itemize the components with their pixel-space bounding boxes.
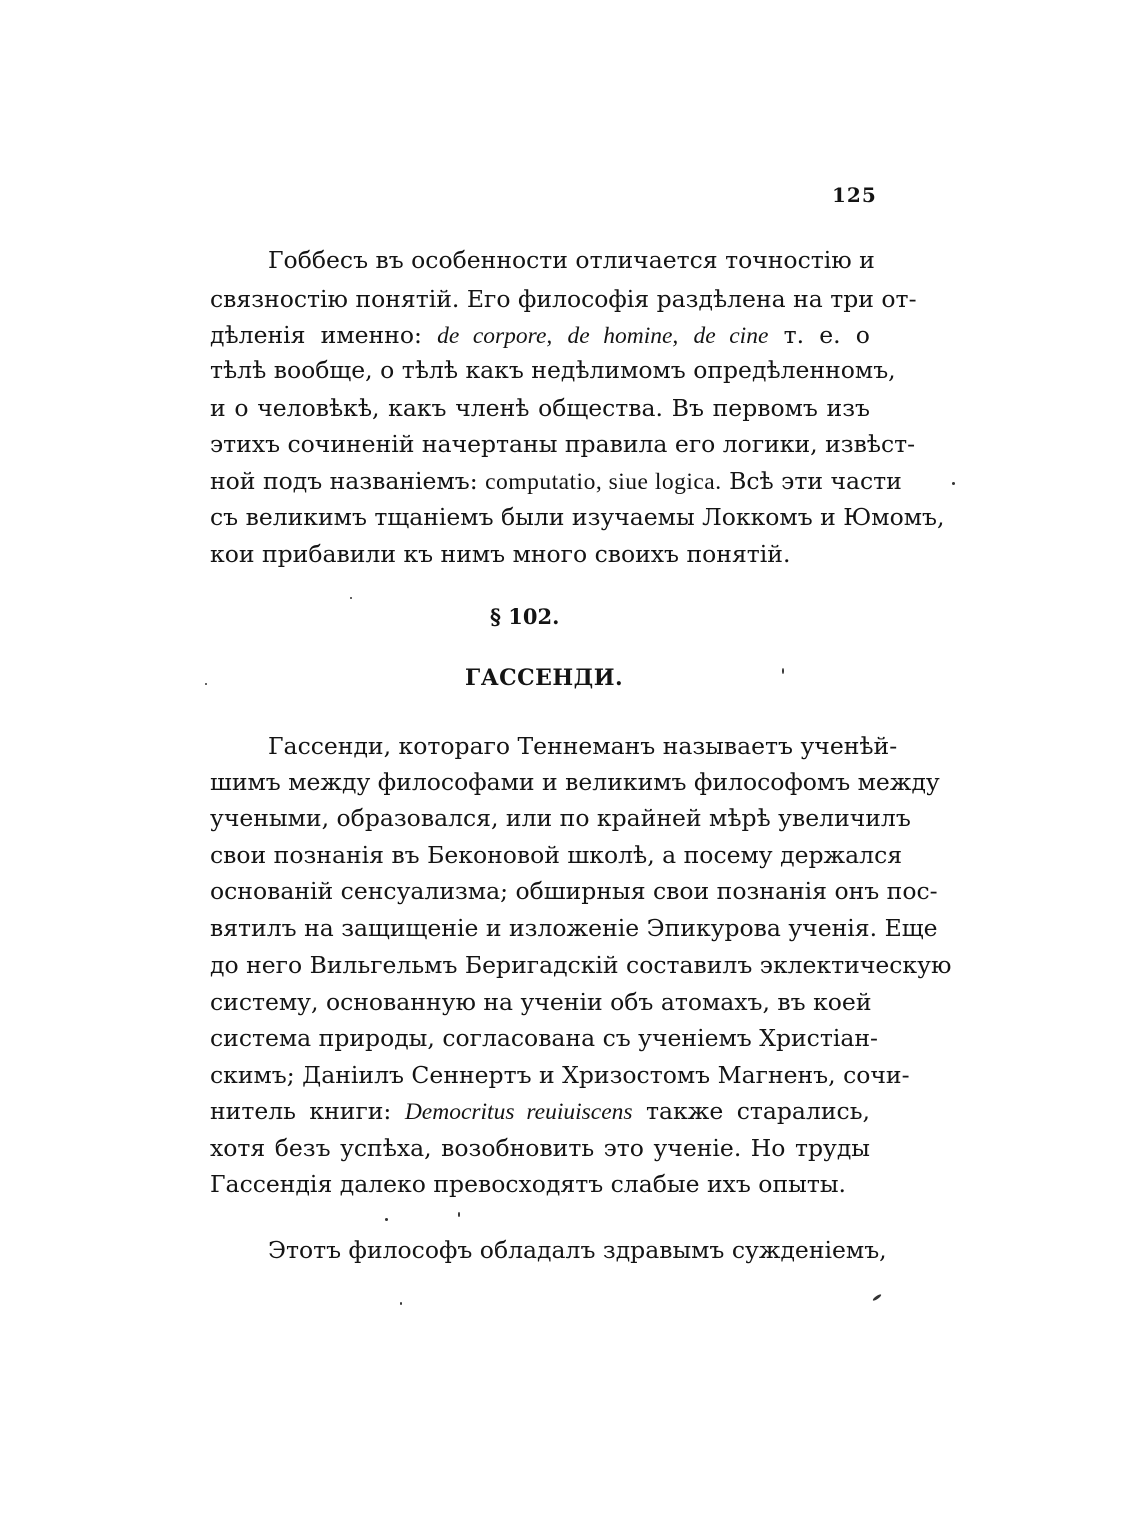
text-line: тѣлѣ вообще, о тѣлѣ какъ недѣлимомъ опредѣленномъ, xyxy=(210,356,896,384)
text-line: Гассенди, котораго Теннеманъ называетъ ученѣй- xyxy=(268,732,898,760)
scan-speck xyxy=(350,597,352,599)
latin-title: de corpore, xyxy=(437,323,553,349)
text-line: до него Вильгельмъ Беригадскій составилъ эклектическую xyxy=(210,951,952,979)
text-line: кои прибавили къ нимъ много своихъ понятій. xyxy=(210,540,791,568)
latin-title: computatio, siue logica. xyxy=(485,469,722,495)
text-line: Гоббесъ въ особенности отличается точностію и xyxy=(268,246,875,274)
text-segment: ной подъ названіемъ: xyxy=(210,467,478,495)
text-line: учеными, образовался, или по крайней мѣрѣ увеличилъ xyxy=(210,804,911,832)
text-segment: нитель книги: xyxy=(210,1097,392,1125)
text-segment: также старались, xyxy=(646,1097,870,1125)
text-line: съ великимъ тщаніемъ были изучаемы Локкомъ и Юмомъ, xyxy=(210,503,945,531)
text-line: вятилъ на защищеніе и изложеніе Эпикурова ученія. Еще xyxy=(210,914,938,942)
text-line: Гассендія далеко превосходятъ слабые ихъ опыты. xyxy=(210,1170,846,1198)
text-segment: т. е. о xyxy=(783,321,870,349)
page-number: 125 xyxy=(832,183,877,207)
text-line: связностію понятій. Его философія раздѣлена на три от- xyxy=(210,285,917,313)
scan-speck xyxy=(782,668,784,674)
latin-title: de homine, xyxy=(567,323,679,349)
text-line: Этотъ философъ обладалъ здравымъ сужденіемъ, xyxy=(268,1236,887,1264)
text-segment: дѣленія именно: xyxy=(210,321,422,349)
text-line: этихъ сочиненій начертаны правила его логики, извѣст- xyxy=(210,430,916,458)
scan-speck xyxy=(872,1293,882,1301)
text-line: шимъ между философами и великимъ философомъ между xyxy=(210,768,940,796)
text-line: систему, основанную на ученіи объ атомахъ, въ коей xyxy=(210,988,872,1016)
latin-title: Democritus reuiuiscens xyxy=(404,1099,633,1125)
text-line: свои познанія въ Беконовой школѣ, а посему держался xyxy=(210,841,903,869)
scan-speck xyxy=(458,1212,460,1217)
text-line: и о человѣкѣ, какъ членѣ общества. Въ первомъ изъ xyxy=(210,394,870,422)
text-line: скимъ; Даніилъ Сеннертъ и Хризостомъ Магненъ, сочи- xyxy=(210,1061,910,1089)
text-line xyxy=(210,320,870,351)
section-number: § 102. xyxy=(490,604,560,629)
text-line: хотя безъ успѣха, возобновить это ученіе. Но труды xyxy=(210,1134,870,1162)
scan-speck xyxy=(952,482,955,485)
text-segment: Всѣ эти части xyxy=(729,467,902,495)
text-line: основаній сенсуализма; обширныя свои познанія онъ пос- xyxy=(210,877,938,905)
scan-speck xyxy=(385,1218,388,1221)
scan-speck xyxy=(400,1302,402,1305)
text-line xyxy=(210,466,902,497)
text-line xyxy=(210,1096,870,1127)
latin-title: de cine xyxy=(693,323,769,349)
section-title: ГАССЕНДИ. xyxy=(465,665,624,691)
scan-speck xyxy=(205,683,207,685)
text-line: система природы, согласована съ ученіемъ Христіан- xyxy=(210,1024,878,1052)
